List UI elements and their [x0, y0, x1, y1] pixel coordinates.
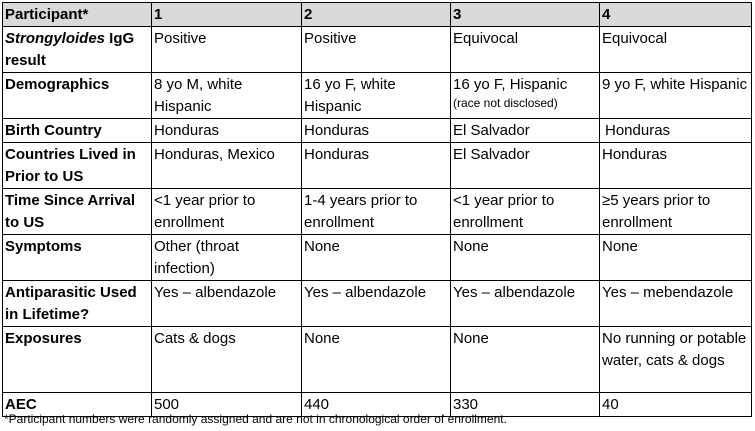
table-cell: <1 year prior to enrollment [451, 189, 600, 235]
table-cell: <1 year prior to enrollment [152, 189, 302, 235]
row-label: AEC [3, 393, 152, 417]
table-cell: No running or potable water, cats & dogs [600, 327, 752, 393]
row-label: Time Since Arrival to US [3, 189, 152, 235]
table-cell: 16 yo F, white Hispanic [302, 73, 451, 119]
row-label: Demographics [3, 73, 152, 119]
table-cell: 440 [302, 393, 451, 417]
table-cell: Yes – albendazole [152, 281, 302, 327]
table-cell: None [600, 235, 752, 281]
row-label: Countries Lived in Prior to US [3, 143, 152, 189]
table-cell: Cats & dogs [152, 327, 302, 393]
table-cell: 500 [152, 393, 302, 417]
row-label: Birth Country [3, 119, 152, 143]
row-label: Exposures [3, 327, 152, 393]
table-cell: None [451, 235, 600, 281]
table-cell: Positive [302, 27, 451, 73]
row-label: Antiparasitic Used in Lifetime? [3, 281, 152, 327]
table-cell: Honduras, Mexico [152, 143, 302, 189]
table-cell: Yes – mebendazole [600, 281, 752, 327]
row-label-igg-rest: IgG result [5, 30, 135, 69]
table-cell: El Salvador [451, 119, 600, 143]
table-cell: Honduras [152, 119, 302, 143]
table-cell: 40 [600, 393, 752, 417]
table-row [3, 27, 752, 73]
participant-table [2, 2, 752, 417]
table-cell: 8 yo M, white Hispanic [152, 73, 302, 119]
table-cell: Honduras [302, 119, 451, 143]
row-label: Symptoms [3, 235, 152, 281]
table-row [3, 189, 752, 235]
cell-text: 16 yo F, Hispanic [453, 76, 568, 93]
header-participant-3: 3 [451, 3, 600, 27]
table-cell: None [451, 327, 600, 393]
table-cell: Honduras [302, 143, 451, 189]
table-cell-demographics-3 [451, 73, 600, 119]
table-row [3, 119, 752, 143]
table-cell: Honduras [600, 119, 752, 143]
table-cell: ≥5 years prior to enrollment [600, 189, 752, 235]
race-note: (race not disclosed) [453, 96, 558, 110]
table-cell: Honduras [600, 143, 752, 189]
table-cell: Equivocal [451, 27, 600, 73]
table-row [3, 327, 752, 393]
table-cell: 1-4 years prior to enrollment [302, 189, 451, 235]
header-participant-2: 2 [302, 3, 451, 27]
table-row [3, 235, 752, 281]
row-label-igg-italic: Strongyloides [5, 30, 106, 47]
table-row [3, 143, 752, 189]
table-cell: Yes – albendazole [451, 281, 600, 327]
table-row [3, 73, 752, 119]
table-cell: Equivocal [600, 27, 752, 73]
table-cell: El Salvador [451, 143, 600, 189]
table-cell: Yes – albendazole [302, 281, 451, 327]
table-cell: Positive [152, 27, 302, 73]
table-row [3, 281, 752, 327]
header-row [3, 3, 752, 27]
table-cell: None [302, 327, 451, 393]
table-cell: Other (throat infection) [152, 235, 302, 281]
footnote: *Participant numbers were randomly assigned and are not in chronological order of enrollment. [4, 412, 507, 426]
header-participant-label: Participant* [3, 3, 152, 27]
header-participant-4: 4 [600, 3, 752, 27]
table-cell: None [302, 235, 451, 281]
header-participant-1: 1 [152, 3, 302, 27]
row-label-igg [3, 27, 152, 73]
table-cell: 9 yo F, white Hispanic [600, 73, 752, 119]
table-cell: 330 [451, 393, 600, 417]
